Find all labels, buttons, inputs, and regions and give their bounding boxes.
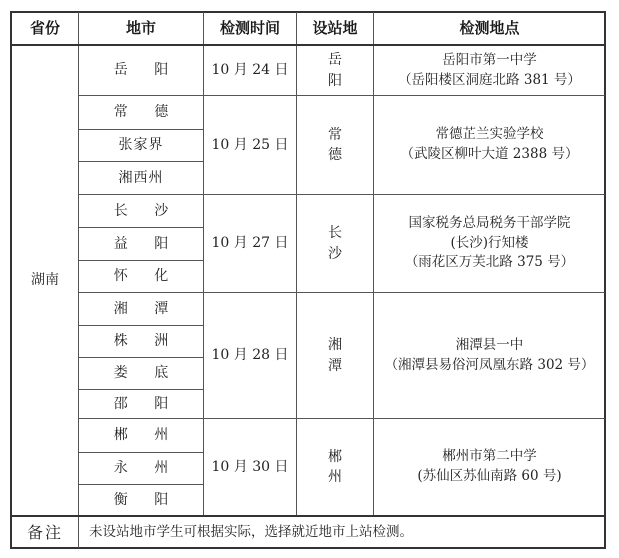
- city-cell: 永 州: [113, 460, 180, 477]
- time-cell: 10 月 28 日: [211, 347, 289, 364]
- location-line: （雨花区万芙北路 375 号）: [404, 254, 575, 271]
- time-cell: 10 月 30 日: [211, 458, 289, 475]
- location-cell: [374, 195, 605, 292]
- city-cell: 株 洲: [113, 333, 180, 350]
- time-cell: 10 月 25 日: [211, 136, 289, 153]
- header-station: 设站地: [312, 18, 358, 37]
- city-cell: 湘西州: [118, 169, 164, 186]
- location-line: 岳阳市第一中学: [442, 51, 537, 68]
- city-cell: 邵 阳: [113, 395, 180, 412]
- city-cell: 常 德: [113, 104, 180, 121]
- province-cell: 湖南: [31, 272, 59, 289]
- location-line: (长沙)行知楼: [450, 234, 529, 251]
- location-line: 郴州市第二中学: [442, 448, 537, 465]
- city-cell: 张家界: [118, 137, 164, 154]
- location-line: （湘潭县易俗河凤凰东路 302 号）: [384, 356, 595, 373]
- city-cell: 湘 潭: [113, 300, 180, 317]
- header-location: 检测地点: [459, 18, 520, 37]
- station-cell: 郴 州: [328, 448, 353, 485]
- city-cell: 怀 化: [113, 268, 180, 285]
- city-cell: 长 沙: [113, 202, 180, 219]
- station-cell: 岳 阳: [328, 52, 353, 89]
- station-cell: 常 德: [328, 126, 353, 163]
- note-text: 未设站地市学生可根据实际，选择就近地市上站检测。: [89, 523, 413, 540]
- time-cell: 10 月 24 日: [211, 62, 289, 79]
- location-line: 国家税务总局税务干部学院: [408, 215, 571, 232]
- location-cell: [374, 46, 605, 95]
- location-line: （岳阳楼区洞庭北路 381 号）: [398, 71, 581, 88]
- location-line: 湘潭县一中: [455, 336, 524, 353]
- header-province: 省份: [29, 18, 60, 37]
- location-line: （武陵区柳叶大道 2388 号）: [400, 146, 579, 162]
- city-cell: 娄 底: [113, 365, 180, 382]
- city-cell: 岳 阳: [113, 62, 180, 79]
- time-cell: 10 月 27 日: [211, 235, 289, 252]
- city-cell: 郴 州: [113, 427, 180, 444]
- location-line: 常德芷兰实验学校: [435, 126, 544, 143]
- header-city: 地市: [125, 18, 156, 37]
- header-time: 检测时间: [219, 18, 280, 37]
- city-cell: 衡 阳: [113, 491, 180, 508]
- city-cell: 益 阳: [113, 235, 180, 252]
- location-cell: [374, 96, 605, 194]
- station-cell: 湘 潭: [328, 337, 353, 374]
- location-line: (苏仙区苏仙南路 60 号): [417, 468, 562, 484]
- location-cell: [374, 419, 605, 515]
- station-cell: 长 沙: [328, 225, 353, 262]
- location-cell: [374, 293, 605, 418]
- note-label: 备注: [26, 522, 63, 542]
